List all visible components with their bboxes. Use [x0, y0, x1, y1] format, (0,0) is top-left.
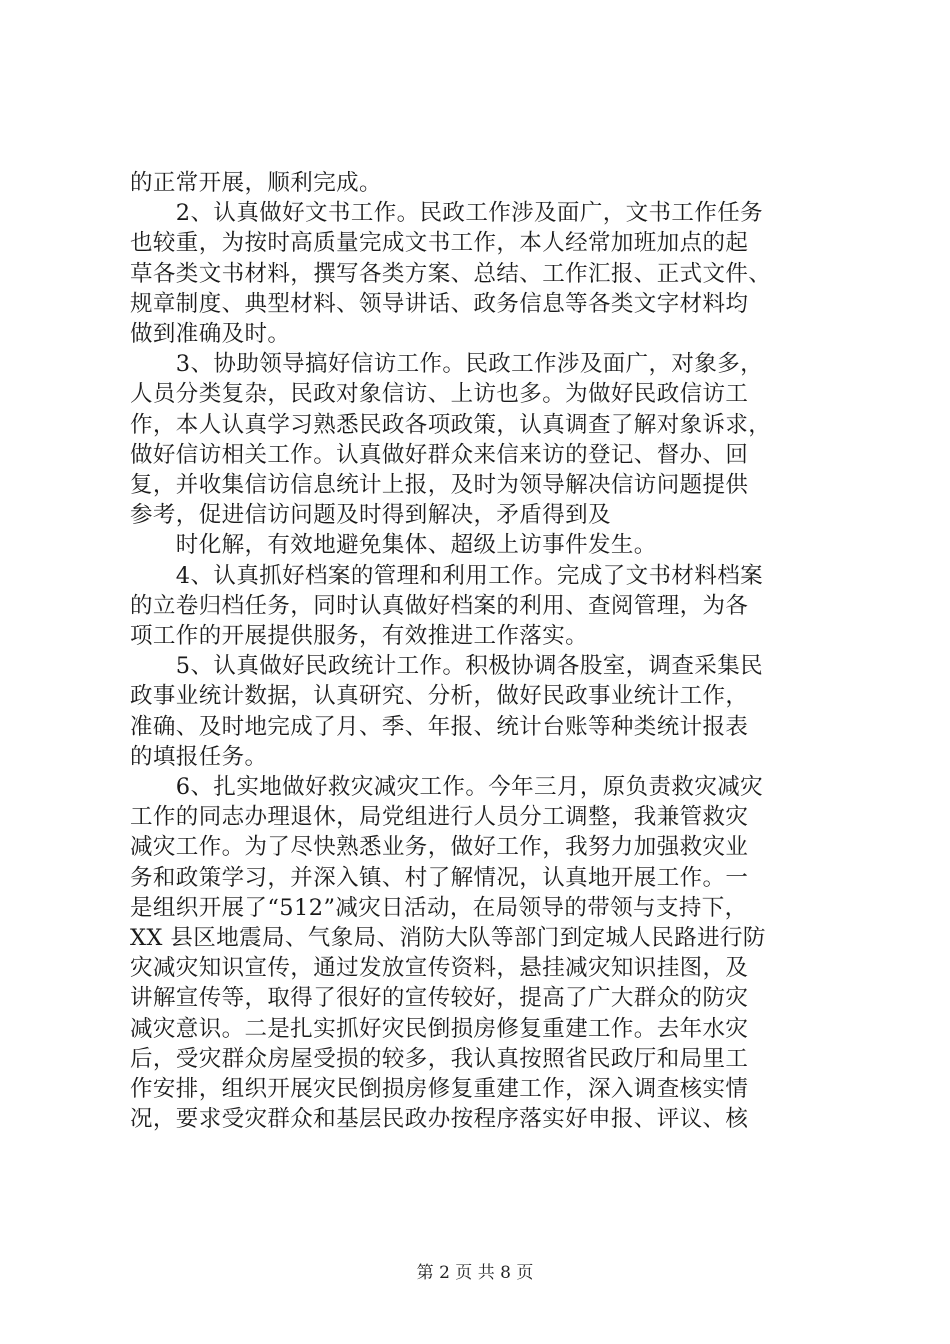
text-line: 4、认真抓好档案的管理和利用工作。完成了文书材料档案: [130, 562, 764, 589]
text-line: 规章制度、典型材料、领导讲话、政务信息等各类文字材料均: [130, 290, 749, 317]
text-line: 讲解宣传等，取得了很好的宣传较好，提高了广大群众的防灾: [130, 985, 749, 1012]
text-line: 务和政策学习，并深入镇、村了解情况，认真地开展工作。一: [130, 864, 749, 891]
text-line: 的正常开展，顺利完成。: [130, 170, 382, 196]
text-line: 的立卷归档任务，同时认真做好档案的利用、查阅管理，为各: [130, 592, 749, 619]
text-line: 的填报任务。: [130, 743, 268, 770]
text-line: 草各类文书材料，撰写各类方案、总结、工作汇报、正式文件、: [130, 260, 772, 287]
text-line: 况，要求受灾群众和基层民政办按程序落实好申报、评议、核: [130, 1106, 749, 1133]
text-line: XX 县区地震局、气象局、消防大队等部门到定城人民路进行防: [130, 925, 766, 951]
text-line: 人员分类复杂，民政对象信访、上访也多。为做好民政信访工: [130, 381, 749, 408]
text-line: 做到准确及时。: [130, 321, 291, 347]
text-line: 参考，促进信访问题及时得到解决，矛盾得到及: [130, 502, 611, 529]
text-line: 3、协助领导搞好信访工作。民政工作涉及面广，对象多，: [130, 351, 764, 378]
text-line: 减灾工作。为了尽快熟悉业务，做好工作，我努力加强救灾业: [130, 834, 749, 861]
text-line: 是组织开展了“512”减灾日活动，在局领导的带领与支持下，: [130, 894, 748, 921]
text-line: 也较重，为按时高质量完成文书工作，本人经常加班加点的起: [130, 230, 749, 257]
text-line: 项工作的开展提供服务，有效推进工作落实。: [130, 623, 589, 649]
text-line: 工作的同志办理退休，局党组进行人员分工调整，我兼管救灾: [130, 804, 749, 831]
text-line: 复，并收集信访信息统计上报，及时为领导解决信访问题提供: [130, 472, 749, 498]
text-line: 准确、及时地完成了月、季、年报、统计台账等种类统计报表: [130, 713, 749, 740]
page-footer: 第 2 页 共 8 页: [416, 1263, 534, 1283]
text-line: 减灾意识。二是扎实抓好灾民倒损房修复重建工作。去年水灾: [130, 1015, 749, 1042]
text-line: 灾减灾知识宣传，通过发放宣传资料，悬挂减灾知识挂图，及: [130, 955, 749, 982]
text-line: 作安排，组织开展灾民倒损房修复重建工作，深入调查核实情: [130, 1076, 749, 1102]
text-line: 5、认真做好民政统计工作。积极协调各股室，调查采集民: [130, 653, 764, 680]
text-line: 时化解，有效地避免集体、超级上访事件发生。: [130, 532, 657, 559]
text-line: 做好信访相关工作。认真做好群众来信来访的登记、督办、回: [130, 441, 749, 468]
text-line: 作，本人认真学习熟悉民政各项政策，认真调查了解对象诉求，: [130, 411, 772, 438]
text-line: 政事业统计数据，认真研究、分析，做好民政事业统计工作，: [130, 683, 749, 710]
text-line: 后，受灾群众房屋受损的较多，我认真按照省民政厅和局里工: [130, 1045, 749, 1072]
text-line: 6、扎实地做好救灾减灾工作。今年三月，原负责救灾减灾: [130, 774, 764, 800]
text-line: 2、认真做好文书工作。民政工作涉及面广，文书工作任务: [130, 200, 764, 227]
